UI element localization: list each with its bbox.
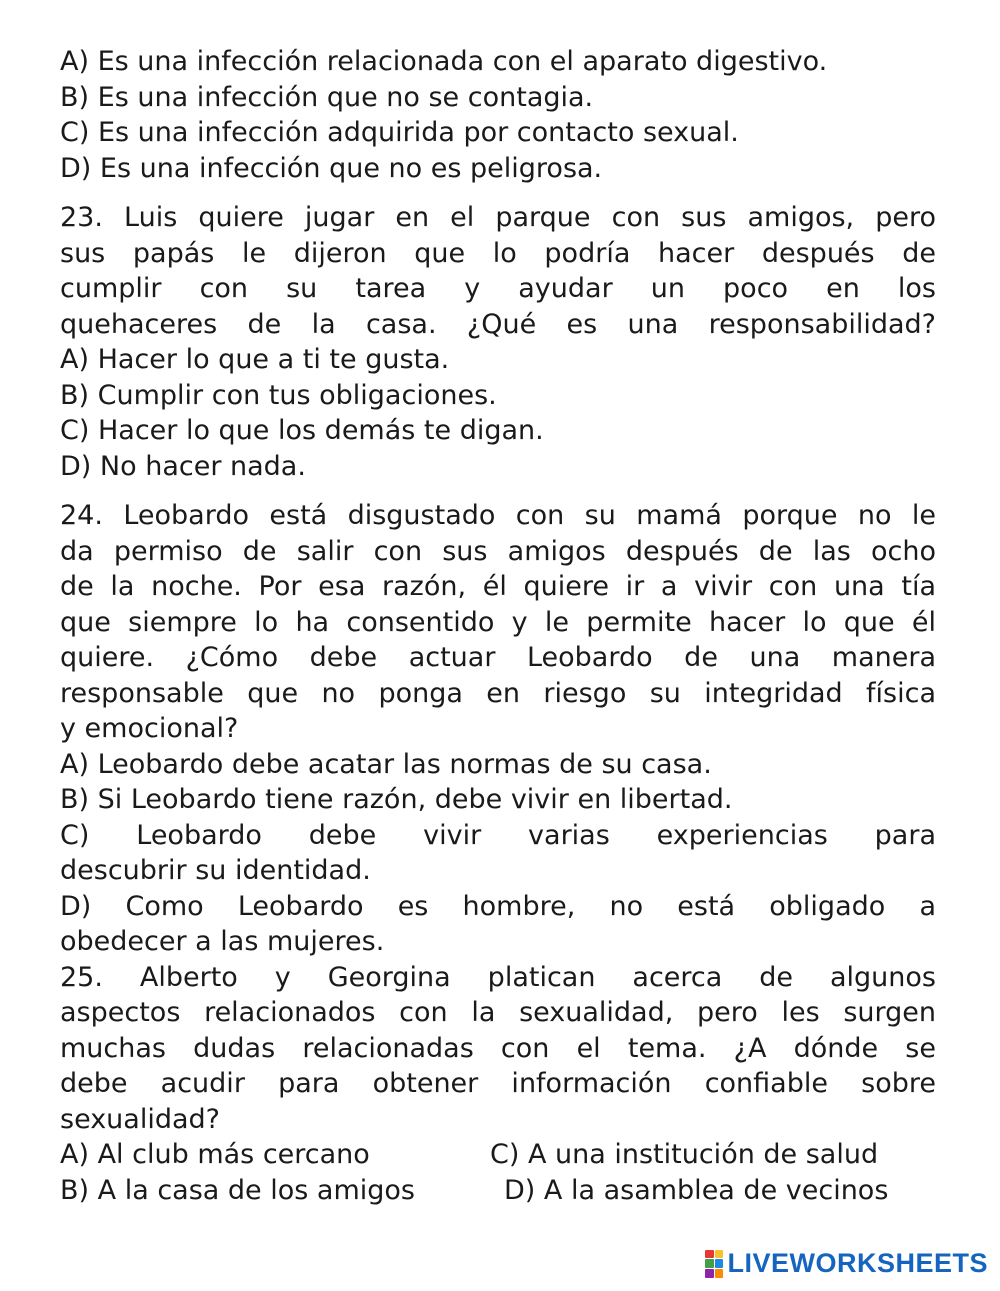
question-25 (60, 960, 936, 1209)
q24-option-b[interactable]: B) Si Leobardo tiene razón, debe vivir en libertad. (60, 784, 733, 815)
q25-stem-line: muchas dudas relacionadas con el tema. ¿A dónde se (60, 1032, 936, 1064)
q25-stem-line: debe acudir para obtener información confiable sobre (60, 1068, 936, 1099)
q24-option-c-cont[interactable]: descubrir su identidad. (60, 855, 371, 886)
q22-option-b[interactable]: B) Es una infección que no se contagia. (60, 81, 594, 113)
q22-option-a[interactable]: A) Es una infección relacionada con el aparato digestivo. (60, 46, 828, 77)
q25-option-b[interactable]: B) A la casa de los amigos (60, 1174, 415, 1206)
q24-stem-line: quiere. ¿Cómo debe actuar Leobardo de una manera (60, 642, 936, 673)
q24-option-a[interactable]: A) Leobardo debe acatar las normas de su casa. (60, 748, 712, 780)
q23-stem-line: cumplir con su tarea y ayudar un poco en los (60, 273, 936, 304)
q23-stem-line: 23. Luis quiere jugar en el parque con sus amigos, pero (60, 202, 936, 233)
question-22 (60, 44, 936, 186)
q25-options-row-1 (60, 1137, 936, 1173)
question-24 (60, 498, 936, 960)
q23-option-a[interactable]: A) Hacer lo que a ti te gusta. (60, 344, 450, 375)
q24-stem-line: de la noche. Por esa razón, él quiere ir a vivir con una tía (60, 571, 936, 602)
q24-option-c[interactable]: C) Leobardo debe vivir varias experiencias para (60, 819, 936, 851)
question-23 (60, 200, 936, 484)
liveworksheets-logo[interactable] (705, 1248, 988, 1279)
q22-option-d[interactable]: D) Es una infección que no es peligrosa. (60, 152, 603, 184)
q25-stem-line: sexualidad? (60, 1103, 220, 1135)
q23-option-b[interactable]: B) Cumplir con tus obligaciones. (60, 379, 497, 411)
q25-stem-line: aspectos relacionados con la sexualidad, pero les surgen (60, 997, 936, 1028)
q24-stem-line: responsable que no ponga en riesgo su integridad física (60, 677, 936, 709)
q24-stem-line: que siempre lo ha consentido y le permite hacer lo que él (60, 606, 936, 638)
worksheet-page (60, 44, 936, 1208)
q23-option-c[interactable]: C) Hacer lo que los demás te digan. (60, 415, 544, 446)
q24-option-d[interactable]: D) Como Leobardo es hombre, no está obligado a (60, 890, 936, 922)
q25-option-a[interactable]: A) Al club más cercano (60, 1139, 370, 1170)
q25-stem-line: 25. Alberto y Georgina platican acerca de algunos (60, 961, 936, 993)
q23-stem-line: quehaceres de la casa. ¿Qué es una responsabilidad? (60, 308, 936, 340)
q24-option-d-cont[interactable]: obedecer a las mujeres. (60, 926, 385, 957)
q23-stem-line: sus papás le dijeron que lo podría hacer después de (60, 237, 936, 269)
q24-stem-line: y emocional? (60, 713, 239, 744)
q25-option-d[interactable]: D) A la asamblea de vecinos (504, 1174, 889, 1206)
q25-option-c[interactable]: C) A una institución de salud (490, 1139, 879, 1170)
q24-stem-line: da permiso de salir con sus amigos después de las ocho (60, 535, 936, 567)
q24-stem-line: 24. Leobardo está disgustado con su mamá porque no le (60, 500, 936, 531)
q25-options-row-2 (60, 1173, 936, 1209)
q22-option-c[interactable]: C) Es una infección adquirida por contacto sexual. (60, 117, 739, 148)
liveworksheets-logo-icon (705, 1250, 723, 1278)
liveworksheets-logo-text: LIVEWORKSHEETS (727, 1248, 988, 1278)
q23-option-d[interactable]: D) No hacer nada. (60, 450, 306, 482)
